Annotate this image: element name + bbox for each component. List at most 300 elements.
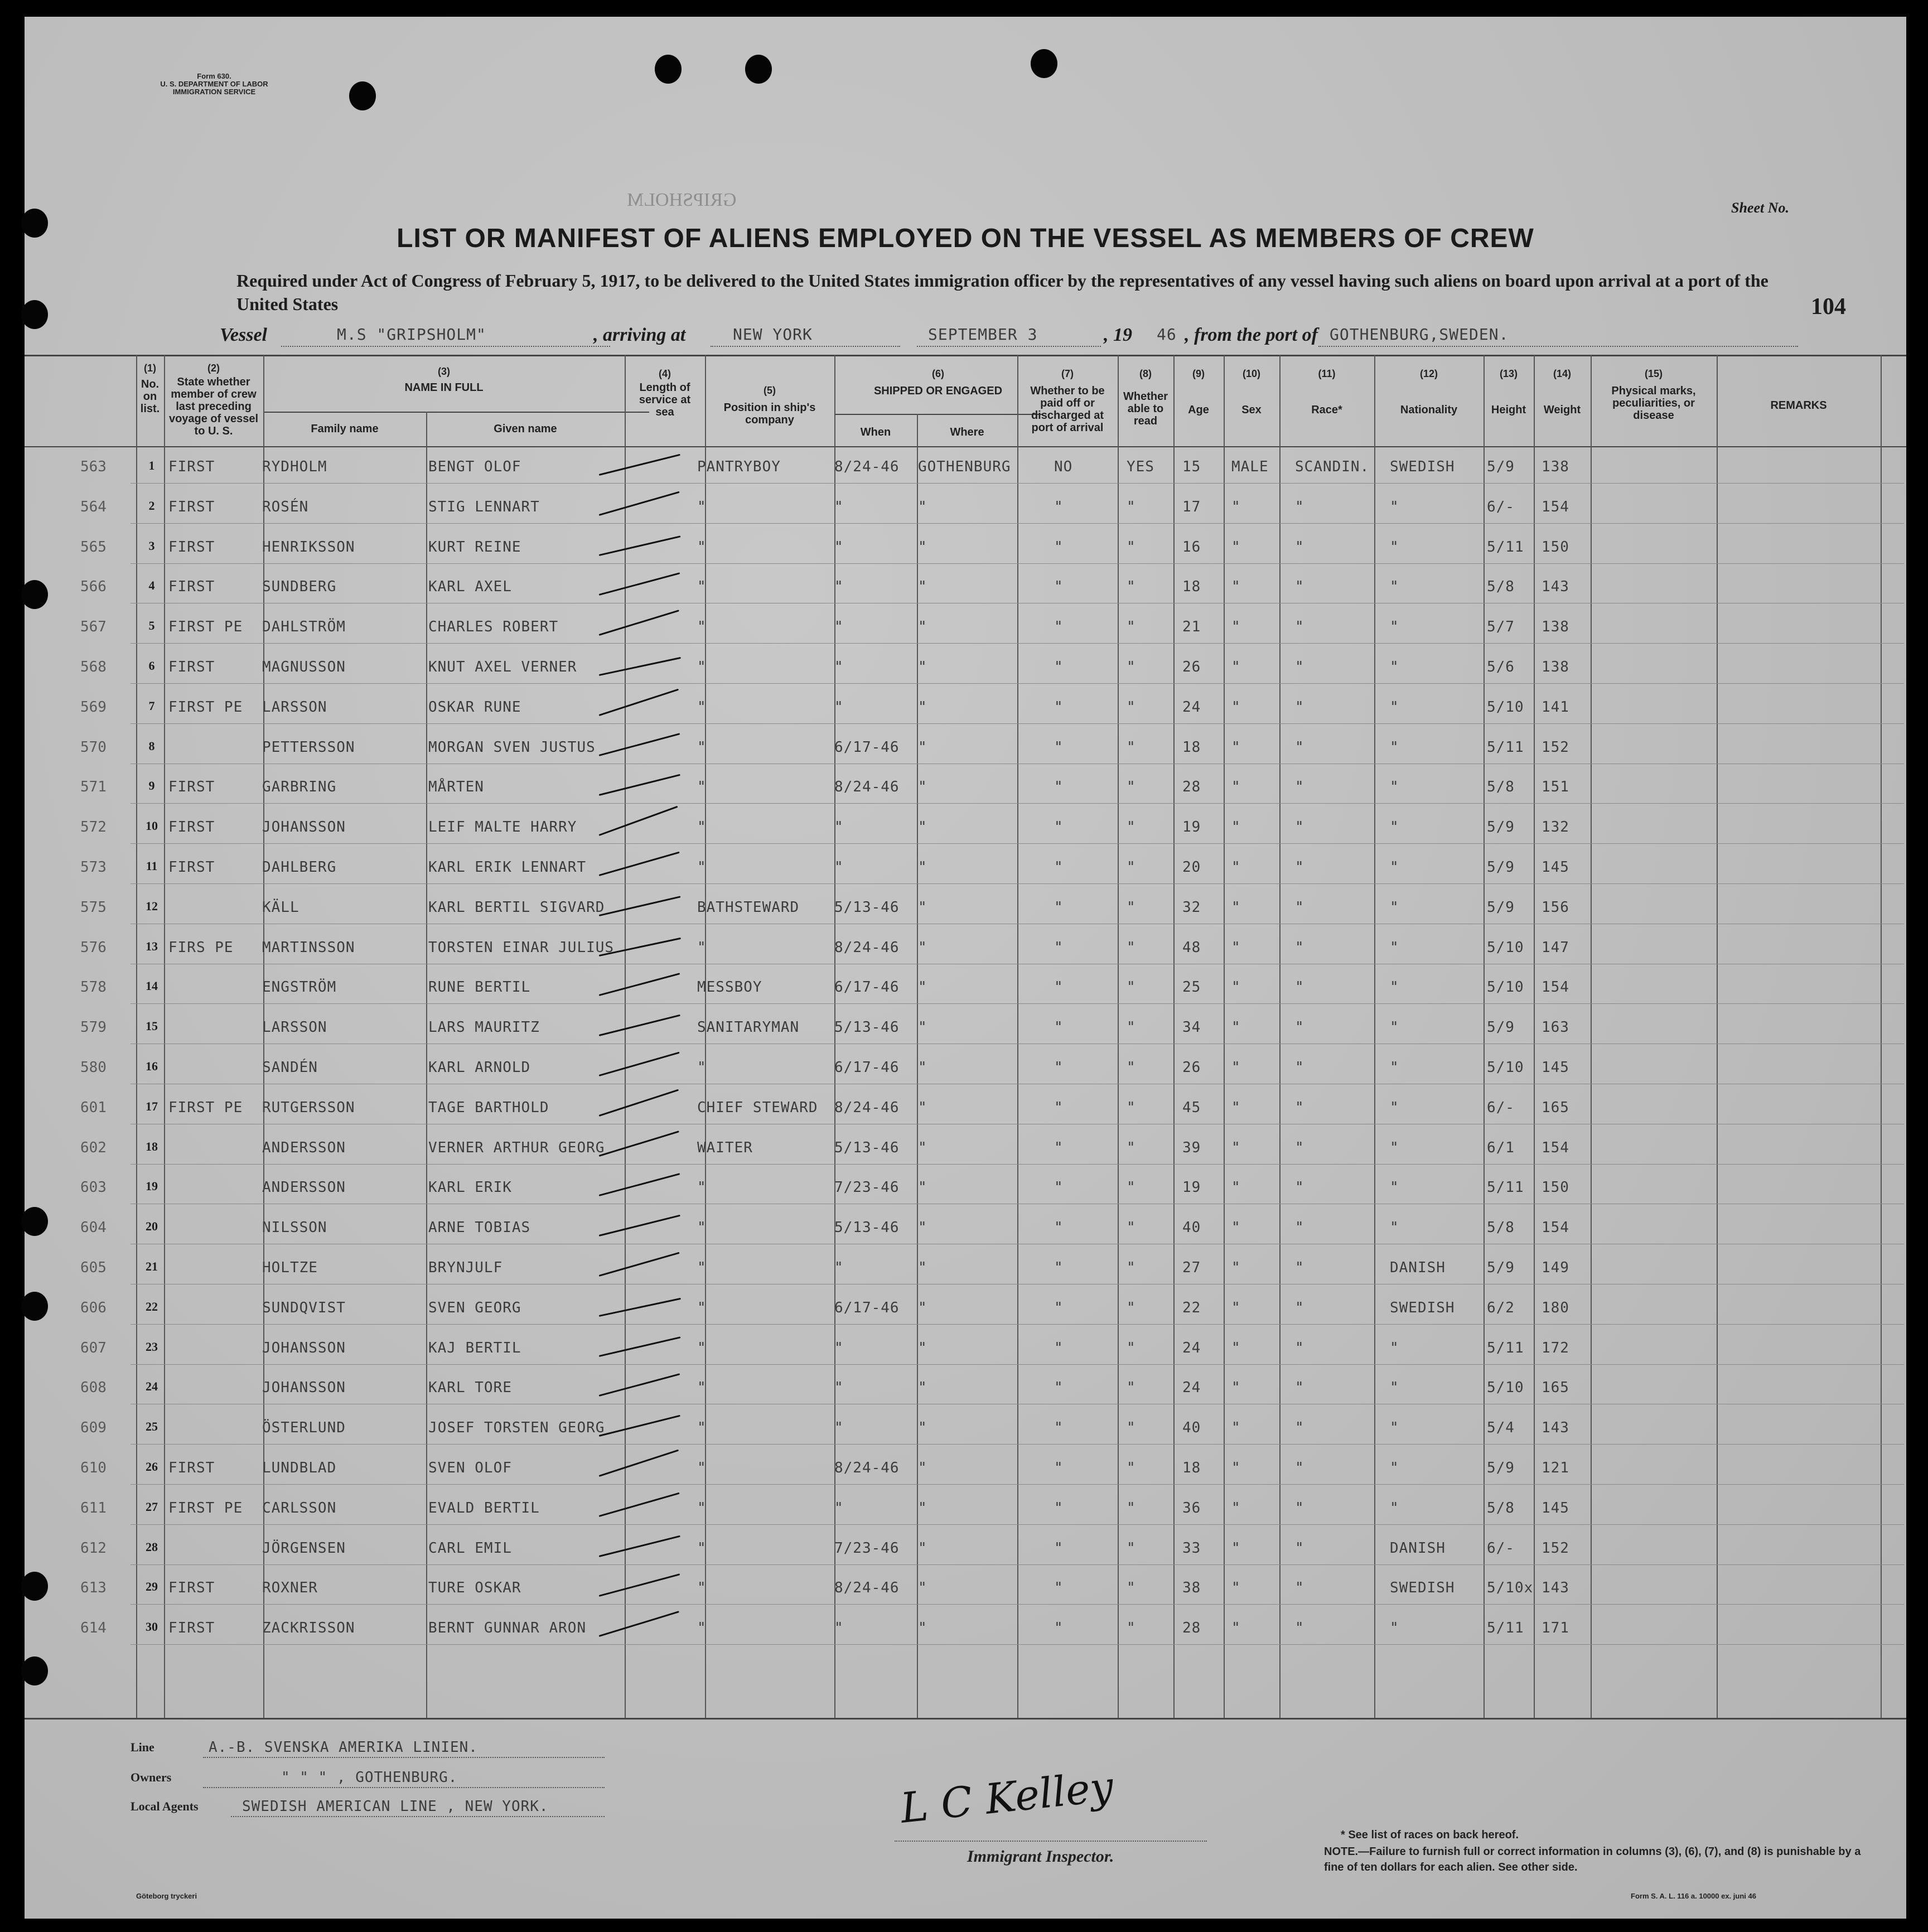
able-to-read: ": [1127, 1219, 1136, 1237]
height: 5/11: [1487, 538, 1524, 556]
given-name: KNUT AXEL VERNER: [428, 659, 577, 675]
nationality: ": [1390, 899, 1399, 916]
col15-number: (15): [1644, 368, 1663, 379]
age: 40: [1182, 1219, 1201, 1237]
sex: ": [1231, 1019, 1241, 1036]
page-title: LIST OR MANIFEST OF ALIENS EMPLOYED ON THE VESSEL AS MEMBERS OF CREW: [397, 224, 1534, 253]
col3-header: NAME IN FULL: [404, 381, 484, 394]
able-to-read: ": [1127, 738, 1136, 756]
shipped-where: ": [918, 979, 927, 996]
able-to-read: ": [1127, 1499, 1136, 1516]
department-name: U. S. DEPARTMENT OF LABOR: [160, 80, 268, 88]
age: 18: [1182, 578, 1201, 596]
race: SCANDIN.: [1295, 458, 1370, 475]
row-number: 25: [146, 1419, 158, 1434]
position: CHIEF STEWARD: [697, 1099, 818, 1116]
row-rule: [131, 1484, 1904, 1485]
shipped-where: ": [918, 1379, 927, 1397]
column-divider: [136, 355, 137, 1718]
sex: ": [1231, 498, 1241, 515]
handwritten-check-stroke: [599, 973, 680, 997]
row-number: 23: [146, 1339, 158, 1354]
height: 6/-: [1487, 1099, 1515, 1116]
departure-port: GOTHENBURG,SWEDEN.: [1330, 325, 1509, 344]
weight: 149: [1542, 1259, 1569, 1276]
shipped-when: ": [834, 498, 844, 515]
weight: 121: [1542, 1460, 1569, 1476]
age: 19: [1182, 819, 1201, 836]
margin-number: 566: [80, 578, 107, 596]
shipped-when: 6/17-46: [834, 1059, 900, 1076]
sex: ": [1231, 1499, 1241, 1516]
row-number: 6: [148, 659, 155, 673]
handwritten-check-stroke: [599, 733, 680, 756]
paid-off: ": [1054, 899, 1064, 916]
paid-off: ": [1054, 819, 1064, 836]
col10-header: Sex: [1241, 404, 1262, 416]
nationality: ": [1390, 619, 1399, 636]
col4-header: Length of service at sea: [639, 381, 691, 418]
col2-number: (2): [207, 363, 220, 374]
shipped-when: 7/23-46: [834, 1179, 900, 1196]
race: ": [1295, 1019, 1304, 1036]
given-name: OSKAR RUNE: [428, 698, 521, 716]
paid-off: ": [1054, 619, 1064, 636]
previous-voyage: FIRST: [168, 1460, 215, 1476]
margin-number: 608: [80, 1379, 107, 1397]
nationality: ": [1390, 1179, 1399, 1196]
paid-off: ": [1054, 1580, 1064, 1597]
age: 48: [1182, 939, 1201, 956]
family-name: NILSSON: [262, 1219, 327, 1237]
paid-off: ": [1054, 659, 1064, 675]
shipped-where: ": [918, 1620, 927, 1637]
shipped-where: ": [918, 1299, 927, 1316]
position: ": [697, 1580, 707, 1597]
nationality: ": [1390, 1460, 1399, 1476]
shipped-where: ": [918, 1339, 927, 1356]
shipped-when: 6/17-46: [834, 979, 900, 996]
row-number: 21: [146, 1259, 158, 1273]
family-name: DAHLBERG: [262, 859, 337, 876]
departure-port-label: , from the port of: [1185, 325, 1318, 345]
given-name: MORGAN SVEN JUSTUS: [428, 738, 596, 756]
paid-off: ": [1054, 1419, 1064, 1437]
punch-hole: [745, 55, 772, 84]
col2-header: State whether member of crew last preceding voyage of vessel to U. S.: [168, 376, 259, 437]
when-header: When: [860, 426, 891, 438]
row-number: 15: [146, 1019, 158, 1033]
height: 6/-: [1487, 1539, 1515, 1557]
race: ": [1295, 578, 1304, 596]
weight: 145: [1542, 1059, 1569, 1076]
margin-number: 570: [80, 738, 107, 756]
shipped-when: 8/24-46: [834, 1580, 900, 1597]
height: 5/9: [1487, 1460, 1515, 1476]
handwritten-check-stroke: [599, 1173, 680, 1197]
position: ": [697, 1299, 707, 1316]
height: 5/10: [1487, 698, 1524, 716]
weight: 171: [1542, 1620, 1569, 1637]
handwritten-check-stroke: [599, 1374, 680, 1397]
nationality: ": [1390, 1379, 1399, 1397]
column-divider: [1173, 355, 1175, 1718]
given-name: SVEN OLOF: [428, 1460, 512, 1476]
row-number: 29: [146, 1580, 158, 1594]
margin-number: 579: [80, 1019, 107, 1036]
punch-hole: [21, 1292, 48, 1321]
sex: ": [1231, 698, 1241, 716]
row-number: 10: [146, 819, 158, 833]
height: 5/10: [1487, 939, 1524, 956]
position: ": [697, 1620, 707, 1637]
weight: 154: [1542, 498, 1569, 515]
given-name: SVEN GEORG: [428, 1299, 521, 1316]
handwritten-check-stroke: [599, 1215, 680, 1237]
nationality: ": [1390, 1139, 1399, 1156]
form-code: Form S. A. L. 116 a. 10000 ex. juni 46: [1631, 1892, 1756, 1900]
column-divider: [426, 412, 427, 1718]
position: ": [697, 538, 707, 556]
col12-header: Nationality: [1400, 404, 1458, 416]
age: 45: [1182, 1099, 1201, 1116]
row-number: 24: [146, 1379, 158, 1394]
previous-voyage: FIRST PE: [168, 1499, 243, 1516]
position: ": [697, 1179, 707, 1196]
vessel-name: M.S "GRIPSHOLM": [337, 325, 486, 344]
row-rule: [131, 683, 1904, 684]
shipped-when: 8/24-46: [834, 1460, 900, 1476]
age: 17: [1182, 498, 1201, 515]
shipped-when: ": [834, 698, 844, 716]
position: ": [697, 578, 707, 596]
nationality: ": [1390, 779, 1399, 796]
paid-off: ": [1054, 939, 1064, 956]
height: 5/10x: [1487, 1580, 1534, 1597]
race: ": [1295, 1139, 1304, 1156]
column-divider: [625, 355, 626, 1718]
year-prefix: , 19: [1104, 325, 1132, 345]
race: ": [1295, 779, 1304, 796]
handwritten-check-stroke: [599, 1535, 680, 1557]
row-number: 4: [148, 578, 155, 593]
able-to-read: ": [1127, 498, 1136, 515]
age: 28: [1182, 779, 1201, 796]
weight: 172: [1542, 1339, 1569, 1356]
col5-header: Position in ship's company: [723, 402, 816, 426]
row-number: 11: [146, 859, 158, 873]
col6-number: (6): [932, 368, 944, 379]
margin-number: 564: [80, 498, 107, 515]
age: 24: [1182, 1379, 1201, 1397]
height: 5/9: [1487, 819, 1515, 836]
col9-header: Age: [1188, 404, 1209, 416]
family-name: JOHANSSON: [262, 1339, 346, 1356]
nationality: ": [1390, 1339, 1399, 1356]
column-divider: [1279, 355, 1280, 1718]
position: ": [697, 779, 707, 796]
sex: ": [1231, 1379, 1241, 1397]
col12-number: (12): [1419, 368, 1438, 379]
col11-header: Race*: [1311, 404, 1342, 416]
paid-off: ": [1054, 1539, 1064, 1557]
race: ": [1295, 1580, 1304, 1597]
row-number: 8: [148, 738, 155, 753]
handwritten-check-stroke: [599, 1336, 681, 1357]
col5-number: (5): [764, 385, 776, 396]
margin-number: 605: [80, 1259, 107, 1276]
paid-off: ": [1054, 1179, 1064, 1196]
shipped-where: ": [918, 939, 927, 956]
shipped-where: ": [918, 1259, 927, 1276]
family-name: LARSSON: [262, 1019, 327, 1036]
given-name: TORSTEN EINAR JULIUS: [428, 939, 615, 956]
height: 5/8: [1487, 1499, 1515, 1516]
weight: 138: [1542, 659, 1569, 675]
given-name: KAJ BERTIL: [428, 1339, 521, 1356]
race: ": [1295, 738, 1304, 756]
dotted-rule: [231, 1816, 605, 1817]
sex: ": [1231, 1179, 1241, 1196]
age: 26: [1182, 659, 1201, 675]
age: 25: [1182, 979, 1201, 996]
margin-number: 611: [80, 1499, 107, 1516]
able-to-read: ": [1127, 1460, 1136, 1476]
position: ": [697, 1339, 707, 1356]
race: ": [1295, 859, 1304, 876]
shipped-when: ": [834, 1379, 844, 1397]
shipped-when: ": [834, 1620, 844, 1637]
handwritten-check-stroke: [599, 657, 681, 676]
race: ": [1295, 538, 1304, 556]
age: 16: [1182, 538, 1201, 556]
family-name: MAGNUSSON: [262, 659, 346, 675]
nationality: ": [1390, 698, 1399, 716]
sex: MALE: [1231, 458, 1269, 475]
able-to-read: ": [1127, 979, 1136, 996]
family-name: SUNDQVIST: [262, 1299, 346, 1316]
shipped-when: ": [834, 1419, 844, 1437]
shipped-when: ": [834, 538, 844, 556]
able-to-read: ": [1127, 538, 1136, 556]
race-note: * See list of races on back hereof.: [1341, 1829, 1519, 1841]
height: 6/-: [1487, 498, 1515, 515]
height: 5/11: [1487, 738, 1524, 756]
height: 5/11: [1487, 1179, 1524, 1196]
sex: ": [1231, 1259, 1241, 1276]
sex: ": [1231, 1059, 1241, 1076]
age: 21: [1182, 619, 1201, 636]
age: 36: [1182, 1499, 1201, 1516]
punch-hole: [21, 1207, 48, 1236]
age: 38: [1182, 1580, 1201, 1597]
race: ": [1295, 819, 1304, 836]
row-rule: [131, 1164, 1904, 1165]
margin-number: 606: [80, 1299, 107, 1316]
position: ": [697, 1539, 707, 1557]
family-name: JÖRGENSEN: [262, 1539, 346, 1557]
height: 5/9: [1487, 899, 1515, 916]
sex: ": [1231, 1339, 1241, 1356]
previous-voyage: FIRST: [168, 458, 215, 475]
family-name: SANDÉN: [262, 1059, 318, 1076]
nationality: ": [1390, 859, 1399, 876]
paid-off: ": [1054, 1059, 1064, 1076]
previous-voyage: FIRST: [168, 1620, 215, 1637]
able-to-read: ": [1127, 1339, 1136, 1356]
height: 5/9: [1487, 458, 1515, 475]
inspector-label: Immigrant Inspector.: [967, 1847, 1114, 1866]
row-number: 2: [148, 498, 155, 513]
shipped-when: ": [834, 619, 844, 636]
shipped-where: ": [918, 698, 927, 716]
punch-hole: [21, 1572, 48, 1601]
given-name: KARL ERIK: [428, 1179, 512, 1196]
able-to-read: ": [1127, 1259, 1136, 1276]
service-name: IMMIGRATION SERVICE: [172, 88, 256, 96]
paid-off: NO: [1054, 458, 1073, 475]
height: 5/11: [1487, 1620, 1524, 1637]
sex: ": [1231, 1099, 1241, 1116]
dotted-rule: [1318, 346, 1798, 347]
margin-number: 576: [80, 939, 107, 956]
family-name: ZACKRISSON: [262, 1620, 355, 1637]
able-to-read: ": [1127, 1379, 1136, 1397]
row-number: 17: [146, 1099, 158, 1113]
nationality: ": [1390, 1620, 1399, 1637]
shipped-where: ": [918, 819, 927, 836]
sex: ": [1231, 578, 1241, 596]
column-divider: [1591, 355, 1592, 1718]
position: BATHSTEWARD: [697, 899, 800, 916]
owners-value: " " " , GOTHENBURG.: [281, 1769, 458, 1786]
weight: 152: [1542, 1539, 1569, 1557]
family-name: SUNDBERG: [262, 578, 337, 596]
position: SANITARYMAN: [697, 1019, 800, 1036]
shipped-where: ": [918, 1419, 927, 1437]
position: ": [697, 1499, 707, 1516]
race: ": [1295, 1259, 1304, 1276]
name-subheader-rule: [263, 412, 649, 413]
col14-number: (14): [1553, 368, 1571, 379]
page-subtitle: Required under Act of Congress of February 5, 1917, to be delivered to the United States immigration officer by the representatives of any vessel having such aliens on board upon arrival at a port of the United States: [236, 271, 1768, 314]
given-name: BERNT GUNNAR ARON: [428, 1620, 587, 1637]
previous-voyage: FIRST PE: [168, 1099, 243, 1116]
col8-header: Whether able to read: [1123, 390, 1168, 427]
sex: ": [1231, 538, 1241, 556]
handwritten-check-stroke: [599, 1493, 680, 1517]
shipped-when: ": [834, 819, 844, 836]
row-rule: [131, 483, 1904, 484]
paid-off: ": [1054, 578, 1064, 596]
family-name: ENGSTRÖM: [262, 979, 337, 996]
row-rule: [131, 523, 1904, 524]
shipped-where: ": [918, 1099, 927, 1116]
shipped-where: ": [918, 899, 927, 916]
able-to-read: ": [1127, 1620, 1136, 1637]
previous-voyage: FIRST: [168, 659, 215, 675]
paid-off: ": [1054, 1259, 1064, 1276]
weight: 151: [1542, 779, 1569, 796]
family-name: HOLTZE: [262, 1259, 318, 1276]
position: ": [697, 939, 707, 956]
height: 5/9: [1487, 1019, 1515, 1036]
family-name-header: Family name: [311, 423, 379, 435]
inspector-signature: L C Kelley: [898, 1762, 1116, 1833]
column-divider: [1017, 355, 1018, 1718]
race: ": [1295, 1419, 1304, 1437]
shipped-when: 8/24-46: [834, 458, 900, 475]
weight: 145: [1542, 859, 1569, 876]
arrival-year: 46: [1157, 325, 1177, 344]
given-name: KARL ARNOLD: [428, 1059, 531, 1076]
age: 27: [1182, 1259, 1201, 1276]
given-name: VERNER ARTHUR GEORG: [428, 1139, 605, 1156]
age: 24: [1182, 698, 1201, 716]
nationality: ": [1390, 1059, 1399, 1076]
table-top-rule: [25, 355, 1906, 356]
handwritten-check-stroke: [599, 535, 681, 556]
weight: 150: [1542, 538, 1569, 556]
previous-voyage: FIRST: [168, 1580, 215, 1597]
handwritten-check-stroke: [599, 1015, 680, 1036]
row-number: 16: [146, 1059, 158, 1073]
shipped-when: ": [834, 578, 844, 596]
given-name: JOSEF TORSTEN GEORG: [428, 1419, 605, 1437]
margin-number: 614: [80, 1620, 107, 1637]
nationality: ": [1390, 659, 1399, 675]
race: ": [1295, 619, 1304, 636]
position: ": [697, 819, 707, 836]
race: ": [1295, 1219, 1304, 1237]
age: 19: [1182, 1179, 1201, 1196]
weight: 145: [1542, 1499, 1569, 1516]
margin-number: 602: [80, 1139, 107, 1156]
paid-off: ": [1054, 1019, 1064, 1036]
shipped-where: ": [918, 1460, 927, 1476]
shipped-where: ": [918, 1139, 927, 1156]
sex: ": [1231, 979, 1241, 996]
nationality: ": [1390, 538, 1399, 556]
able-to-read: ": [1127, 1179, 1136, 1196]
punch-hole: [1031, 49, 1057, 78]
dotted-rule: [281, 346, 610, 347]
height: 5/10: [1487, 1379, 1524, 1397]
nationality: DANISH: [1390, 1539, 1446, 1557]
handwritten-check-stroke: [599, 1450, 679, 1477]
able-to-read: ": [1127, 1059, 1136, 1076]
punch-hole: [655, 55, 682, 84]
weight: 143: [1542, 578, 1569, 596]
given-name: BRYNJULF: [428, 1259, 503, 1276]
age: 18: [1182, 1460, 1201, 1476]
position: ": [697, 498, 707, 515]
penalty-note: NOTE.—Failure to furnish full or correct information in columns (3), (6), (7), and (8) is punishable by a fine of ten dollars for each alien. See other side.: [1324, 1846, 1861, 1873]
age: 39: [1182, 1139, 1201, 1156]
shipped-where: ": [918, 738, 927, 756]
family-name: JOHANSSON: [262, 1379, 346, 1397]
col3-number: (3): [438, 366, 450, 377]
age: 26: [1182, 1059, 1201, 1076]
given-name: LARS MAURITZ: [428, 1019, 540, 1036]
race: ": [1295, 1339, 1304, 1356]
able-to-read: ": [1127, 659, 1136, 675]
weight: 165: [1542, 1099, 1569, 1116]
nationality: ": [1390, 498, 1399, 515]
age: 28: [1182, 1620, 1201, 1637]
margin-number: 569: [80, 698, 107, 716]
position: ": [697, 659, 707, 675]
